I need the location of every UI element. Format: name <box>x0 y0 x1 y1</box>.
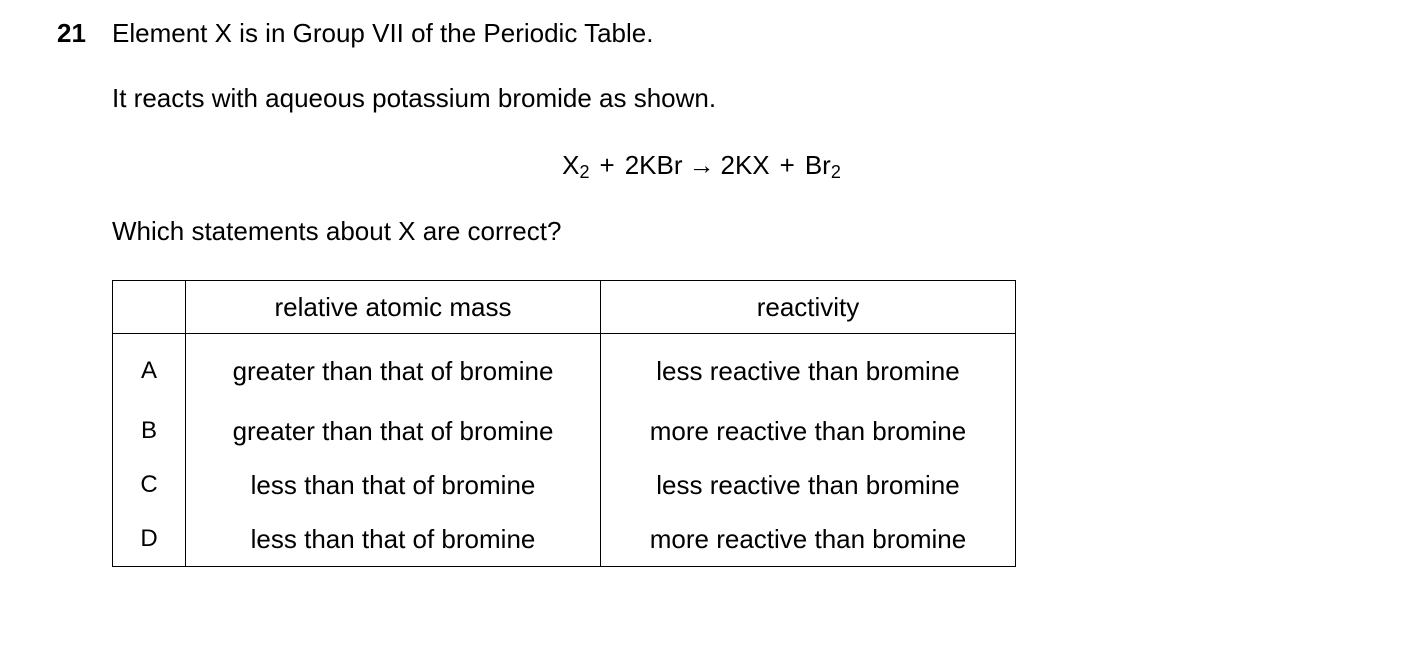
option-letter: C <box>113 458 186 512</box>
table-row[interactable] <box>113 512 1016 567</box>
equation-reactant-2: 2KBr <box>624 150 683 180</box>
equation-plus-1: + <box>599 150 615 180</box>
header-letter <box>113 281 186 334</box>
option-mass: less than that of bromine <box>186 458 601 512</box>
table-row[interactable] <box>113 404 1016 458</box>
option-letter: B <box>113 404 186 458</box>
option-letter: D <box>113 512 186 567</box>
question-prompt: Which statements about X are correct? <box>112 216 562 246</box>
chemical-equation <box>0 147 1403 183</box>
header-reactivity: reactivity <box>601 281 1016 334</box>
option-mass: greater than that of bromine <box>186 404 601 458</box>
equation-reactant-1: $X_2$ <box>562 150 590 182</box>
option-reactivity: less reactive than bromine <box>601 458 1016 512</box>
question-number: 21 <box>57 18 86 48</box>
table-header-row <box>113 281 1016 334</box>
table-row[interactable] <box>113 458 1016 512</box>
header-relative-atomic-mass: relative atomic mass <box>186 281 601 334</box>
equation-plus-2: + <box>779 150 795 180</box>
equation-product-2: $Br_2$ <box>804 150 841 182</box>
option-reactivity: more reactive than bromine <box>601 404 1016 458</box>
option-letter: A <box>113 334 186 405</box>
reaction-arrow-icon: → <box>688 150 715 180</box>
equation-product-1: 2KX <box>720 150 770 180</box>
question-stem-line-1: Element X is in Group VII of the Periodic Table. <box>112 18 654 48</box>
option-mass: greater than that of bromine <box>186 334 601 405</box>
question-stem-line-2: It reacts with aqueous potassium bromide as shown. <box>112 83 717 113</box>
table-row[interactable] <box>113 334 1016 405</box>
option-reactivity: more reactive than bromine <box>601 512 1016 567</box>
option-mass: less than that of bromine <box>186 512 601 567</box>
options-table <box>112 280 1016 567</box>
option-reactivity: less reactive than bromine <box>601 334 1016 405</box>
